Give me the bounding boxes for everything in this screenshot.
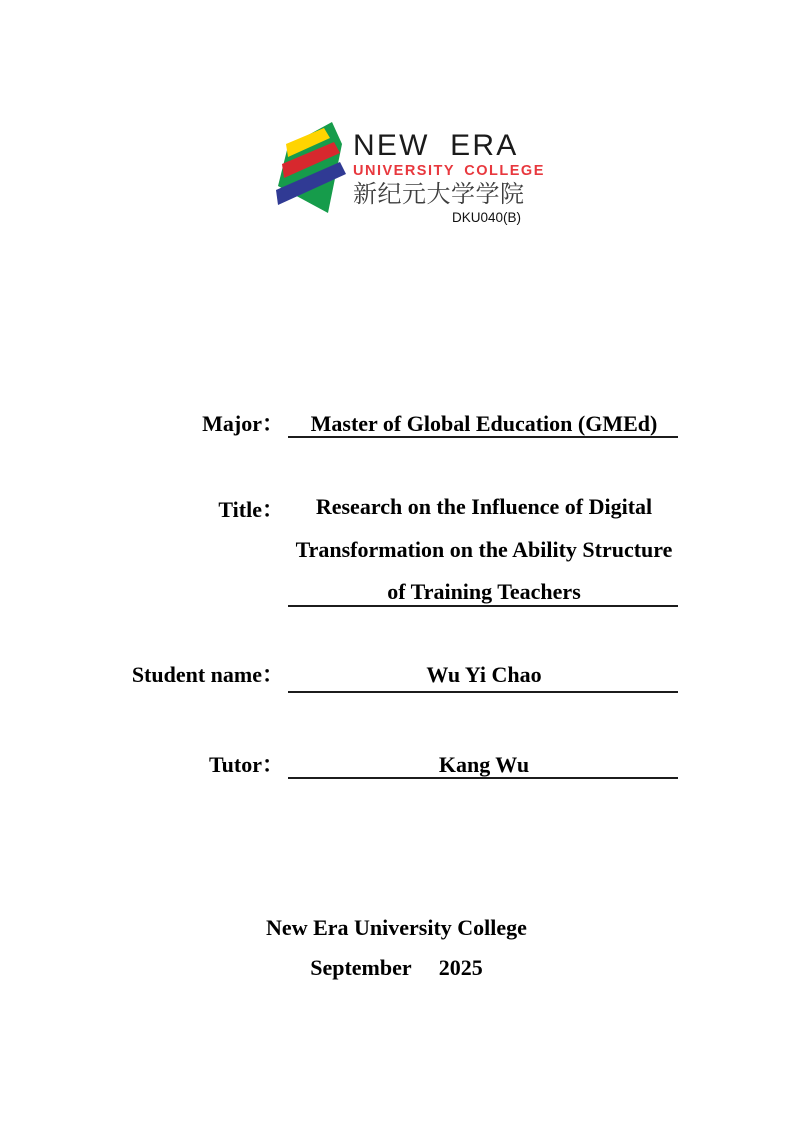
title-line-1: Research on the Influence of Digital [315, 494, 653, 519]
tutor-value: Kang Wu [438, 752, 530, 777]
student-name-underline [288, 691, 678, 693]
footer-date: September 2025 [310, 955, 483, 980]
title-label: Title： [218, 497, 284, 522]
major-value: Master of Global Education (GMEd) [310, 411, 658, 436]
cover-footer [0, 908, 793, 988]
university-logo-text [353, 129, 545, 225]
student-name-label: Student name： [131, 662, 284, 687]
student-name-value: Wu Yi Chao [426, 662, 542, 687]
title-underline [288, 605, 678, 607]
logo-accreditation-code: DKU040(B) [451, 210, 521, 225]
tutor-label: Tutor： [209, 752, 284, 777]
logo-wordmark: NEW ERA [353, 129, 519, 162]
major-label: Major： [202, 411, 284, 436]
university-logo-mark [276, 120, 350, 215]
logo-chinese-name: 新纪元大学学院 [353, 181, 525, 208]
title-value [290, 486, 678, 614]
logo-subtitle: UNIVERSITY COLLEGE [353, 163, 545, 179]
title-line-3: of Training Teachers [387, 579, 581, 604]
major-underline [288, 436, 678, 438]
title-line-2: Transformation on the Ability Structure [295, 536, 673, 562]
footer-institution: New Era University College [266, 915, 527, 940]
tutor-underline [288, 777, 678, 779]
